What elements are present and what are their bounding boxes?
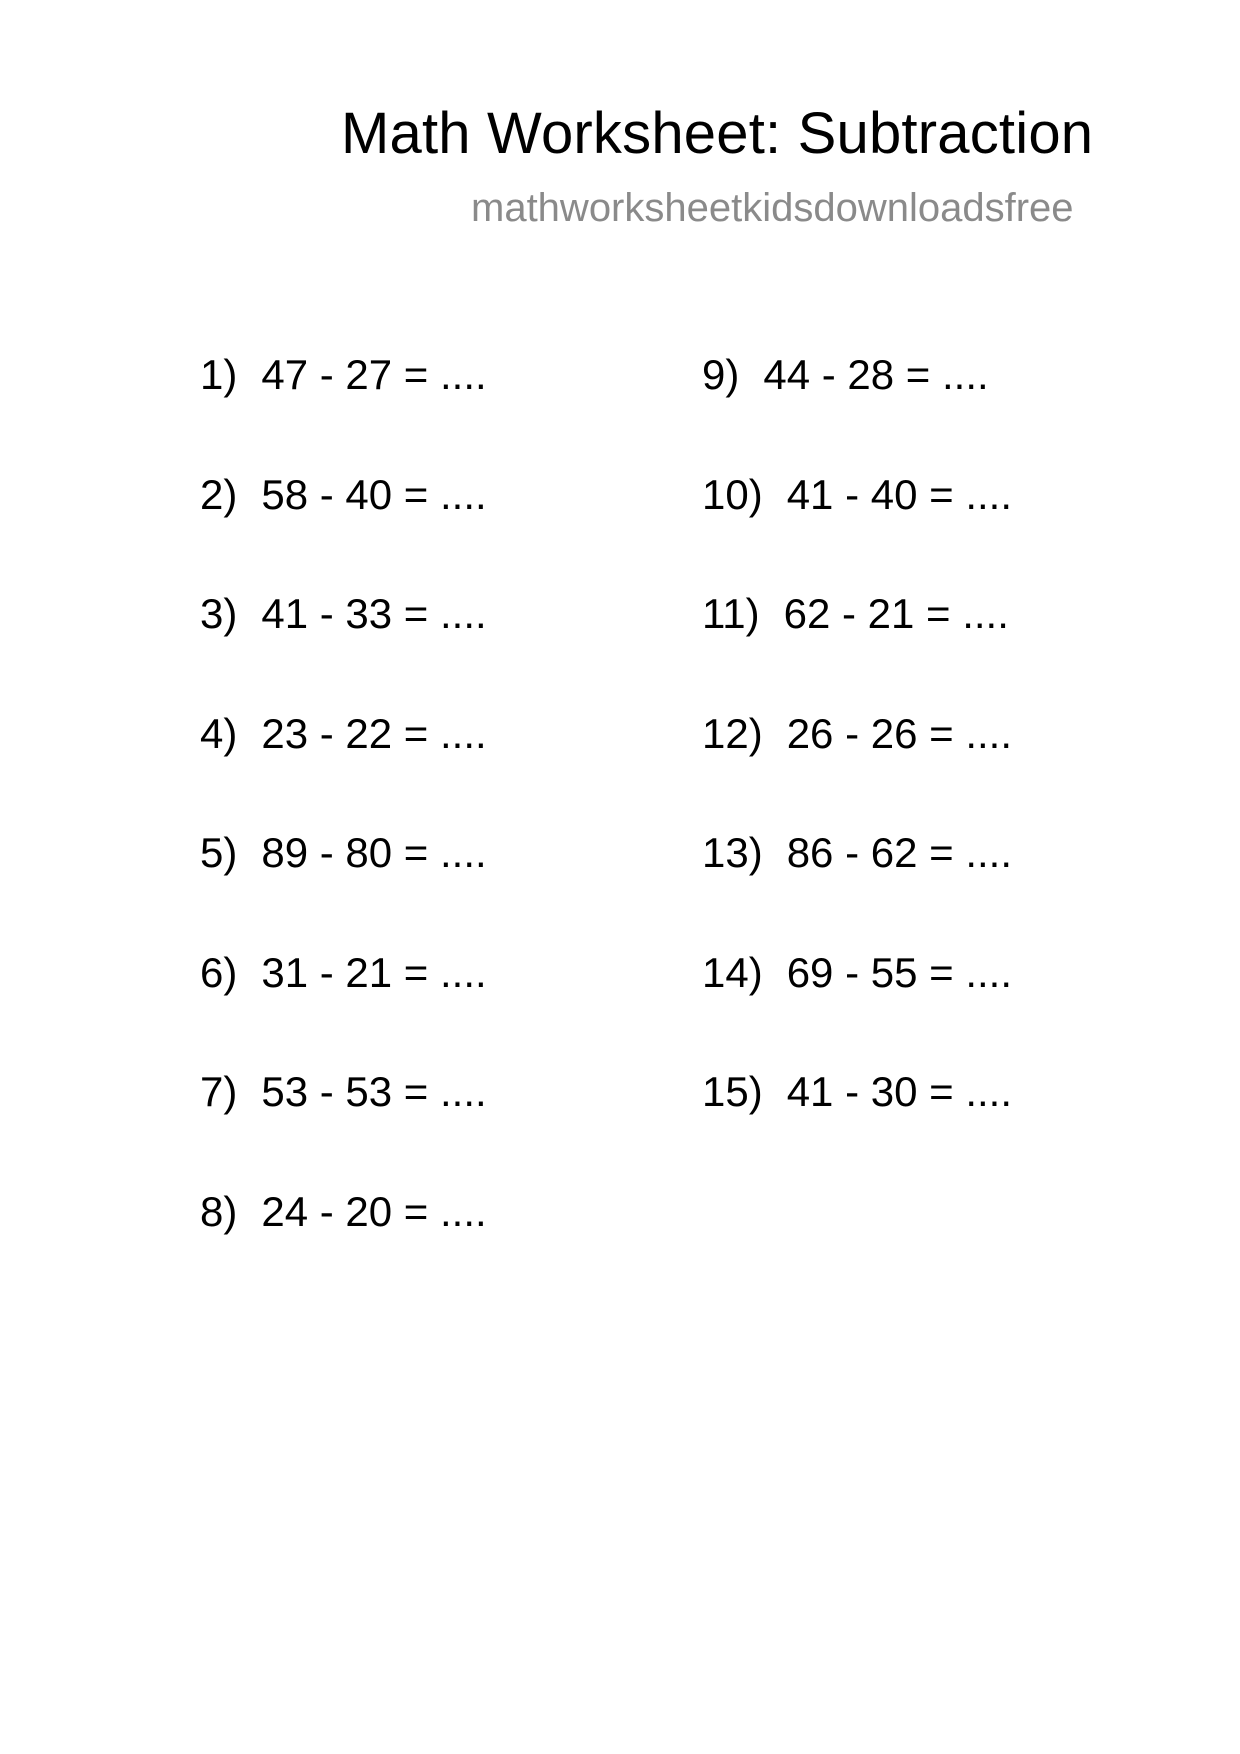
page-subtitle: mathworksheetkidsdownloadsfree: [471, 186, 1074, 230]
problem-item: [702, 350, 1012, 470]
problem-expression: 41 - 30 = ....: [786, 1068, 1013, 1115]
problem-item: [200, 709, 487, 829]
problem-item: [702, 709, 1012, 829]
problem-item: [702, 948, 1012, 1068]
problem-expression: 26 - 26 = ....: [786, 709, 1013, 757]
problem-expression: 31 - 21 = ....: [261, 948, 487, 996]
problem-number: 10): [702, 470, 763, 518]
problem-number: 1): [200, 351, 238, 398]
problem-number: 4): [200, 709, 238, 757]
problem-number: 15): [702, 1068, 763, 1115]
problem-item: [200, 589, 487, 709]
problem-item: [702, 470, 1012, 590]
problem-number: 5): [200, 829, 238, 876]
problem-item: [200, 350, 487, 470]
problem-item: [200, 828, 487, 948]
problem-expression: 47 - 27 = ....: [261, 351, 487, 398]
problem-item: [702, 589, 1012, 709]
problem-number: 3): [200, 590, 238, 637]
problems-right-column: [702, 350, 1012, 1187]
problem-expression: 41 - 33 = ....: [261, 590, 487, 637]
problem-expression: 23 - 22 = ....: [261, 709, 487, 757]
problem-number: 14): [702, 948, 763, 996]
problem-expression: 86 - 62 = ....: [786, 829, 1013, 876]
problem-number: 2): [200, 470, 238, 518]
problem-expression: 69 - 55 = ....: [786, 948, 1013, 996]
problem-item: [200, 1187, 487, 1307]
problem-expression: 58 - 40 = ....: [261, 470, 487, 518]
problem-item: [702, 828, 1012, 948]
problem-item: [200, 948, 487, 1068]
problem-number: 7): [200, 1068, 238, 1115]
problem-number: 13): [702, 829, 763, 876]
problem-expression: 41 - 40 = ....: [786, 470, 1013, 518]
problem-expression: 62 - 21 = ....: [783, 590, 1009, 637]
problem-expression: 44 - 28 = ....: [763, 351, 989, 398]
problem-expression: 24 - 20 = ....: [261, 1187, 487, 1235]
problem-number: 11): [702, 590, 760, 637]
problem-expression: 53 - 53 = ....: [261, 1068, 487, 1115]
problem-item: [702, 1067, 1012, 1187]
problem-number: 9): [702, 351, 740, 398]
problems-left-column: [200, 350, 487, 1306]
problem-number: 8): [200, 1187, 238, 1235]
problem-number: 6): [200, 948, 238, 996]
problem-item: [200, 1067, 487, 1187]
problem-expression: 89 - 80 = ....: [261, 829, 487, 876]
problem-item: [200, 470, 487, 590]
problem-number: 12): [702, 709, 763, 757]
page-title: Math Worksheet: Subtraction: [341, 101, 1094, 166]
